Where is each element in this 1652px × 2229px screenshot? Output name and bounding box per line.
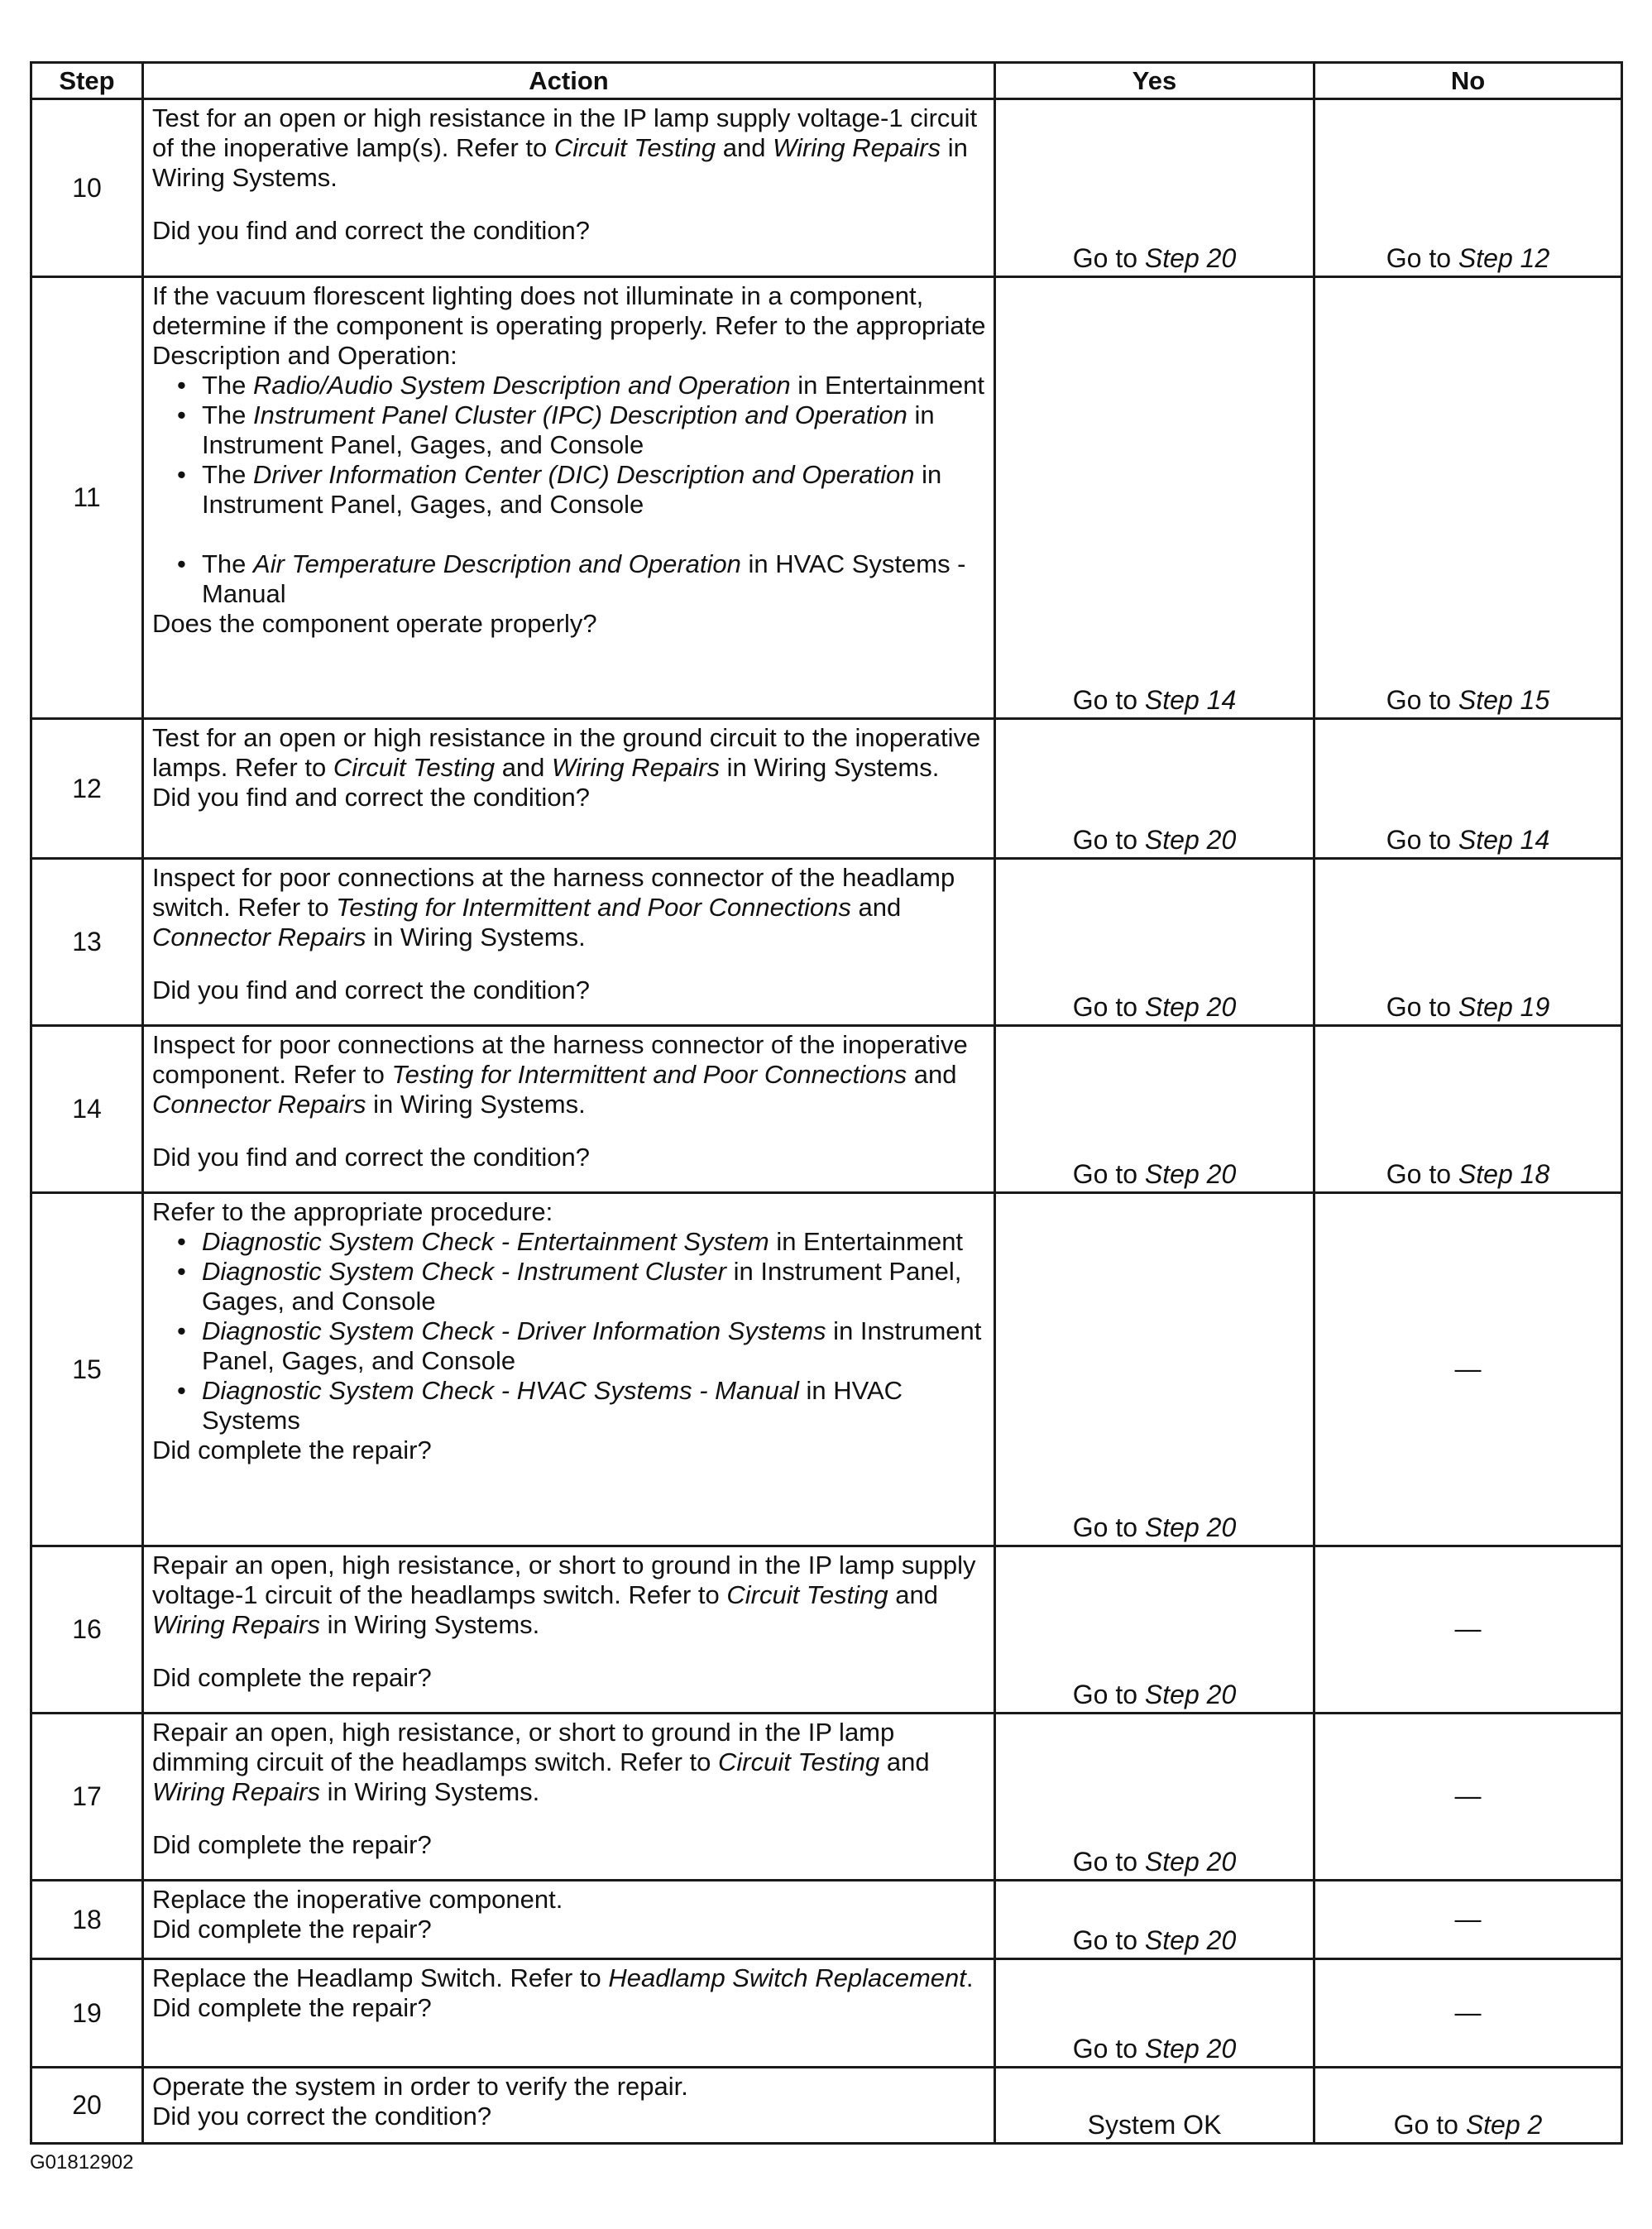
table-row <box>31 99 1622 277</box>
action-question: Did you find and correct the condition? <box>152 783 591 812</box>
table-row <box>31 1714 1622 1881</box>
yes-cell: Go to Step 20 <box>995 1714 1314 1881</box>
step-number: 20 <box>31 2068 143 2144</box>
step-number: 18 <box>31 1881 143 1959</box>
no-cell: — <box>1314 1714 1622 1881</box>
header-no: No <box>1314 63 1622 99</box>
action-text: Refer to the appropriate procedure: <box>152 1197 553 1226</box>
action-cell <box>143 1546 995 1714</box>
action-cell <box>143 1881 995 1959</box>
action-cell <box>143 1026 995 1193</box>
action-text: Operate the system in order to verify the repair. <box>152 2072 688 2101</box>
table-row <box>31 1193 1622 1546</box>
bullet-item: • Diagnostic System Check - Driver Information Systems in Instrument Panel, Gages, and Console <box>177 1316 982 1375</box>
step-number: 17 <box>31 1714 143 1881</box>
diagnostic-table <box>30 61 1623 2145</box>
no-cell: Go to Step 15 <box>1314 277 1622 719</box>
bullet-item: • Diagnostic System Check - HVAC Systems - Manual in HVAC Systems <box>177 1376 903 1435</box>
action-question: Did complete the repair? <box>152 1830 432 1859</box>
no-cell: — <box>1314 1193 1622 1546</box>
header-yes: Yes <box>995 63 1314 99</box>
yes-cell: Go to Step 20 <box>995 859 1314 1026</box>
yes-cell: Go to Step 20 <box>995 1026 1314 1193</box>
yes-cell: System OK <box>995 2068 1314 2144</box>
action-question: Did complete the repair? <box>152 1993 432 2022</box>
action-text: Inspect for poor connections at the harness connector of the headlamp switch. Refer to Testing for Intermittent and Poor Connections and Connector Repairs in Wiring Systems. <box>152 863 955 952</box>
action-text: Test for an open or high resistance in the ground circuit to the inoperative lamps. Refer to Circuit Testing and Wiring Repairs in Wiring Systems. <box>152 723 981 782</box>
step-number: 15 <box>31 1193 143 1546</box>
action-text: Test for an open or high resistance in the IP lamp supply voltage-1 circuit of the inoperative lamp(s). Refer to Circuit Testing and Wiring Repairs in Wiring Systems. <box>152 103 978 192</box>
action-question: Did complete the repair? <box>152 1915 432 1944</box>
step-number: 10 <box>31 99 143 277</box>
action-question: Did complete the repair? <box>152 1436 432 1464</box>
table-row <box>31 1881 1622 1959</box>
no-cell: — <box>1314 1881 1622 1959</box>
action-cell <box>143 1959 995 2068</box>
no-cell: — <box>1314 1959 1622 2068</box>
no-cell: Go to Step 19 <box>1314 859 1622 1026</box>
no-cell: Go to Step 2 <box>1314 2068 1622 2144</box>
header-step: Step <box>31 63 143 99</box>
step-number: 13 <box>31 859 143 1026</box>
no-cell: — <box>1314 1546 1622 1714</box>
yes-cell: Go to Step 20 <box>995 1193 1314 1546</box>
yes-cell: Go to Step 20 <box>995 719 1314 859</box>
yes-cell: Go to Step 20 <box>995 1881 1314 1959</box>
action-question: Did complete the repair? <box>152 1663 432 1692</box>
step-number: 11 <box>31 277 143 719</box>
action-cell <box>143 1714 995 1881</box>
bullet-item: • The Air Temperature Description and Operation in HVAC Systems - Manual <box>177 549 966 608</box>
yes-cell: Go to Step 14 <box>995 277 1314 719</box>
action-text: If the vacuum florescent lighting does not illuminate in a component, determine if the component is operating properly. Refer to the appropriate Description and Operation: <box>152 281 986 370</box>
action-question: Did you find and correct the condition? <box>152 216 591 245</box>
bullet-item: • Diagnostic System Check - Instrument Cluster in Instrument Panel, Gages, and Console <box>177 1257 962 1316</box>
action-question: Does the component operate properly? <box>152 609 597 638</box>
header-action: Action <box>143 63 995 99</box>
no-cell: Go to Step 18 <box>1314 1026 1622 1193</box>
action-text: Replace the Headlamp Switch. Refer to Headlamp Switch Replacement. <box>152 1963 974 1992</box>
yes-cell: Go to Step 20 <box>995 99 1314 277</box>
action-text: Replace the inoperative component. <box>152 1885 563 1914</box>
action-cell <box>143 719 995 859</box>
table-row <box>31 1959 1622 2068</box>
table-row <box>31 277 1622 719</box>
step-number: 12 <box>31 719 143 859</box>
action-cell <box>143 2068 995 2144</box>
action-cell <box>143 859 995 1026</box>
table-row <box>31 719 1622 859</box>
action-question: Did you find and correct the condition? <box>152 975 591 1004</box>
table-row <box>31 859 1622 1026</box>
yes-cell: Go to Step 20 <box>995 1546 1314 1714</box>
action-text: Repair an open, high resistance, or short to ground in the IP lamp supply voltage-1 circuit of the headlamps switch. Refer to Circuit Testing and Wiring Repairs in Wiring Systems. <box>152 1551 976 1639</box>
table-row <box>31 1026 1622 1193</box>
no-cell: Go to Step 12 <box>1314 99 1622 277</box>
no-cell: Go to Step 14 <box>1314 719 1622 859</box>
action-text: Inspect for poor connections at the harness connector of the inoperative component. Refer to Testing for Intermittent and Poor Connections and Connector Repairs in Wiring Systems. <box>152 1030 968 1119</box>
figure-id: G01812902 <box>30 2151 134 2174</box>
table-row <box>31 2068 1622 2144</box>
step-number: 14 <box>31 1026 143 1193</box>
step-number: 19 <box>31 1959 143 2068</box>
action-question: Did you find and correct the condition? <box>152 1143 591 1172</box>
action-question: Did you correct the condition? <box>152 2102 492 2131</box>
action-cell <box>143 277 995 719</box>
bullet-item: • The Driver Information Center (DIC) Description and Operation in Instrument Panel, Gages, and Console <box>177 460 942 519</box>
action-cell <box>143 1193 995 1546</box>
bullet-item: • The Radio/Audio System Description and Operation in Entertainment <box>177 371 985 400</box>
action-cell <box>143 99 995 277</box>
bullet-item: • The Instrument Panel Cluster (IPC) Description and Operation in Instrument Panel, Gages, and Console <box>177 400 935 459</box>
action-text: Repair an open, high resistance, or short to ground in the IP lamp dimming circuit of the headlamps switch. Refer to Circuit Testing and Wiring Repairs in Wiring Systems. <box>152 1718 930 1806</box>
table-row <box>31 1546 1622 1714</box>
yes-cell: Go to Step 20 <box>995 1959 1314 2068</box>
step-number: 16 <box>31 1546 143 1714</box>
header-row <box>31 63 1622 99</box>
bullet-item: • Diagnostic System Check - Entertainment System in Entertainment <box>177 1227 964 1256</box>
